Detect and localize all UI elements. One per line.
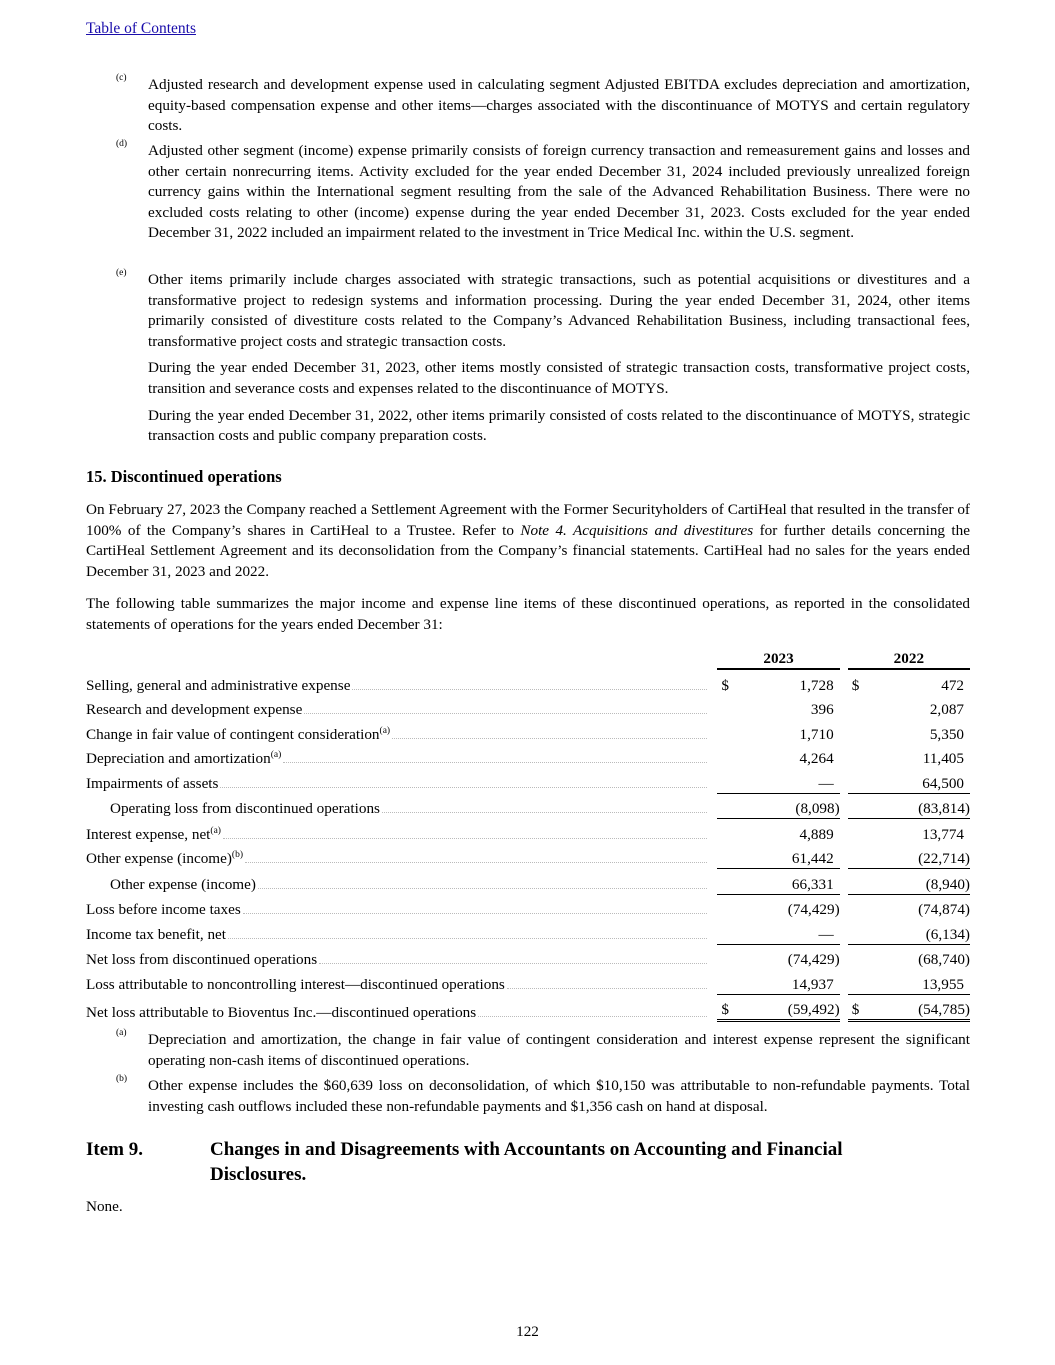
- value-2023: 396: [810, 701, 834, 718]
- table-header-row: [86, 648, 970, 670]
- value-2022: 5,350: [929, 725, 964, 743]
- footnote-text: During the year ended December 31, 2022, other items primarily consisted of costs related to the discontinuance of MOTYS, strategic transaction costs and public company preparation costs.: [148, 406, 970, 445]
- footnote-text: Other items primarily include charges associated with strategic transactions, such as potential acquisitions or divestitures and a transformative project to redesign systems and information processing. During the year ended December 31, 2024, other items primarily consisted of divestiture costs related to the Company’s Advanced Rehabilitation Business, including transactional fees, transformative project costs and strategic transaction costs.: [148, 271, 970, 350]
- value-2022: (8,940): [925, 875, 970, 893]
- value-2023: 4,889: [799, 825, 834, 843]
- table-row: [86, 695, 970, 720]
- table-row: [86, 844, 970, 869]
- footnote-text: Adjusted research and development expense used in calculating segment Adjusted EBITDA excludes depreciation and amortization, equity-based compensation expense and other items—charges associated with the discontinuance of MOTYS and certain regulatory costs.: [148, 76, 970, 135]
- row-label: Other expense (income): [110, 875, 256, 893]
- row-label: Research and development expense: [86, 701, 303, 718]
- table-footnote-b: [86, 1076, 970, 1117]
- value-2023: 4,264: [799, 750, 834, 767]
- footnote-text: During the year ended December 31, 2023, other items mostly consisted of strategic transaction costs, transformative project costs, transition and severance costs and expenses related to the discontinuance of MOTYS.: [148, 359, 970, 397]
- value-2023: 1,728: [799, 676, 834, 694]
- table-row: [86, 768, 970, 793]
- table-intro-paragraph: The following table summarizes the major income and expense line items of these discontinued operations, as reported in the consolidated statements of operations for the years ended December 31:: [86, 595, 970, 633]
- value-2023: 1,710: [799, 725, 834, 743]
- row-label: Net loss from discontinued operations: [86, 951, 318, 968]
- footnote-mark: (e): [116, 268, 127, 278]
- value-2023: 14,937: [791, 975, 834, 993]
- section-paragraph: [86, 500, 970, 582]
- row-label: Depreciation and amortization: [86, 750, 271, 767]
- table-footnote-a: [86, 1030, 970, 1071]
- row-label: Interest expense, net: [86, 825, 211, 843]
- footnote-e: [86, 270, 970, 447]
- table-row: [86, 894, 970, 920]
- value-2022: (6,134): [925, 925, 970, 943]
- table-row: [86, 719, 970, 744]
- value-2023: (74,429): [787, 951, 840, 968]
- currency-symbol: $: [851, 676, 860, 694]
- table-row-total: [86, 994, 970, 1023]
- paragraph-text: On February 27, 2023 the Company reached a Settlement Agreement with the Former Securityholders of CartiHeal that resulted in the transfer of 100% of the Company’s shares in CartiHeal to a Trustee. Refer to: [86, 501, 970, 539]
- value-2022: (54,785): [918, 1001, 970, 1018]
- value-2023: —: [818, 925, 834, 943]
- value-2023: 61,442: [791, 850, 834, 867]
- table-row-subtotal: [86, 944, 970, 970]
- table-row-subtotal: [86, 793, 970, 819]
- footnote-ref: (b): [231, 850, 243, 860]
- footnote-mark: (a): [116, 1028, 127, 1038]
- row-label: Impairments of assets: [86, 774, 219, 792]
- value-2023: (59,492): [787, 1001, 840, 1018]
- footnote-mark: (c): [116, 73, 127, 83]
- footnote-ref: (a): [270, 750, 282, 760]
- paragraph-text: for further details concerning the CartiHeal Settlement Agreement and its deconsolidation from the Company’s financial statements. CartiHeal had no sales for the years ended December 31, 2023 and 2022.: [86, 521, 970, 580]
- currency-symbol: $: [717, 994, 739, 1023]
- value-2023: (8,098): [795, 800, 840, 817]
- row-label: Operating loss from discontinued operations: [110, 800, 380, 817]
- note-reference: Note 4. Acquisitions and divestitures: [520, 521, 754, 539]
- table-of-contents-link[interactable]: Table of Contents: [86, 20, 196, 37]
- value-2022: (68,740): [918, 951, 970, 968]
- table-row: [86, 670, 970, 695]
- value-2023: —: [818, 774, 834, 792]
- footnote-d: [86, 141, 970, 244]
- value-2023: (74,429): [787, 901, 840, 918]
- section-heading: 15. Discontinued operations: [86, 467, 282, 486]
- footnote-mark: (d): [116, 139, 128, 149]
- value-2022: 13,774: [922, 825, 964, 843]
- table-row-subtotal: [86, 868, 970, 894]
- table-row: [86, 818, 970, 844]
- discontinued-operations-table: [86, 648, 970, 1022]
- column-header-2023: 2023: [717, 648, 839, 670]
- value-2022: 472: [941, 676, 964, 694]
- table-row: [86, 919, 970, 944]
- footnote-text: Other expense includes the $60,639 loss on deconsolidation, of which $10,150 was attributable to non-refundable payments. Total investing cash outflows included these non-refundable payments and $1,356 cash on hand at disposal.: [148, 1077, 970, 1115]
- footnote-text: Depreciation and amortization, the change in fair value of contingent consideration and interest expense represent the significant operating non-cash items of discontinued operations.: [148, 1031, 970, 1069]
- row-label: Other expense (income): [86, 850, 232, 867]
- footnote-c: [86, 75, 970, 137]
- row-label: Income tax benefit, net: [86, 925, 227, 943]
- value-2023: 66,331: [791, 875, 834, 893]
- table-row: [86, 969, 970, 994]
- value-2022: (22,714): [918, 850, 970, 867]
- footnote-mark: (b): [116, 1074, 128, 1084]
- item-number: Item 9.: [86, 1139, 143, 1160]
- footnote-ref: (a): [210, 825, 221, 836]
- footnote-text: Adjusted other segment (income) expense primarily consists of foreign currency transaction and remeasurement gains and losses and other certain nonrecurring items. Activity excluded for the year ended December 31, 2024 included previously unrealized foreign currency gains within the International segment resulting from the sale of the Advanced Rehabilitation Business. There were no excluded costs relating to other (income) expense during the year ended December 31, 2023. Costs excluded for the year ended December 31, 2022 included an impairment related to the investment in Trice Medical Inc. within the U.S. segment.: [148, 142, 970, 242]
- value-2022: (74,874): [918, 901, 970, 918]
- currency-symbol: $: [721, 676, 730, 694]
- value-2022: 13,955: [922, 975, 964, 993]
- row-label: Selling, general and administrative expense: [86, 676, 351, 694]
- table-row: [86, 744, 970, 769]
- value-2022: 64,500: [922, 774, 964, 792]
- footnote-ref: (a): [379, 725, 391, 736]
- column-header-2022: 2022: [848, 648, 970, 670]
- row-label: Loss attributable to noncontrolling interest—discontinued operations: [86, 975, 505, 993]
- value-2022: 11,405: [922, 750, 964, 767]
- item-title: Changes in and Disagreements with Accountants on Accounting and Financial Disclosures.: [210, 1139, 843, 1185]
- row-label: Loss before income taxes: [86, 901, 241, 918]
- row-label: Change in fair value of contingent consideration: [86, 725, 380, 743]
- row-label: Net loss attributable to Bioventus Inc.—discontinued operations: [86, 1004, 477, 1021]
- value-2022: (83,814): [918, 800, 970, 817]
- currency-symbol: $: [848, 994, 870, 1023]
- item-9-body: None.: [86, 1198, 123, 1215]
- page-number: 122: [516, 1323, 539, 1340]
- value-2022: 2,087: [929, 701, 964, 718]
